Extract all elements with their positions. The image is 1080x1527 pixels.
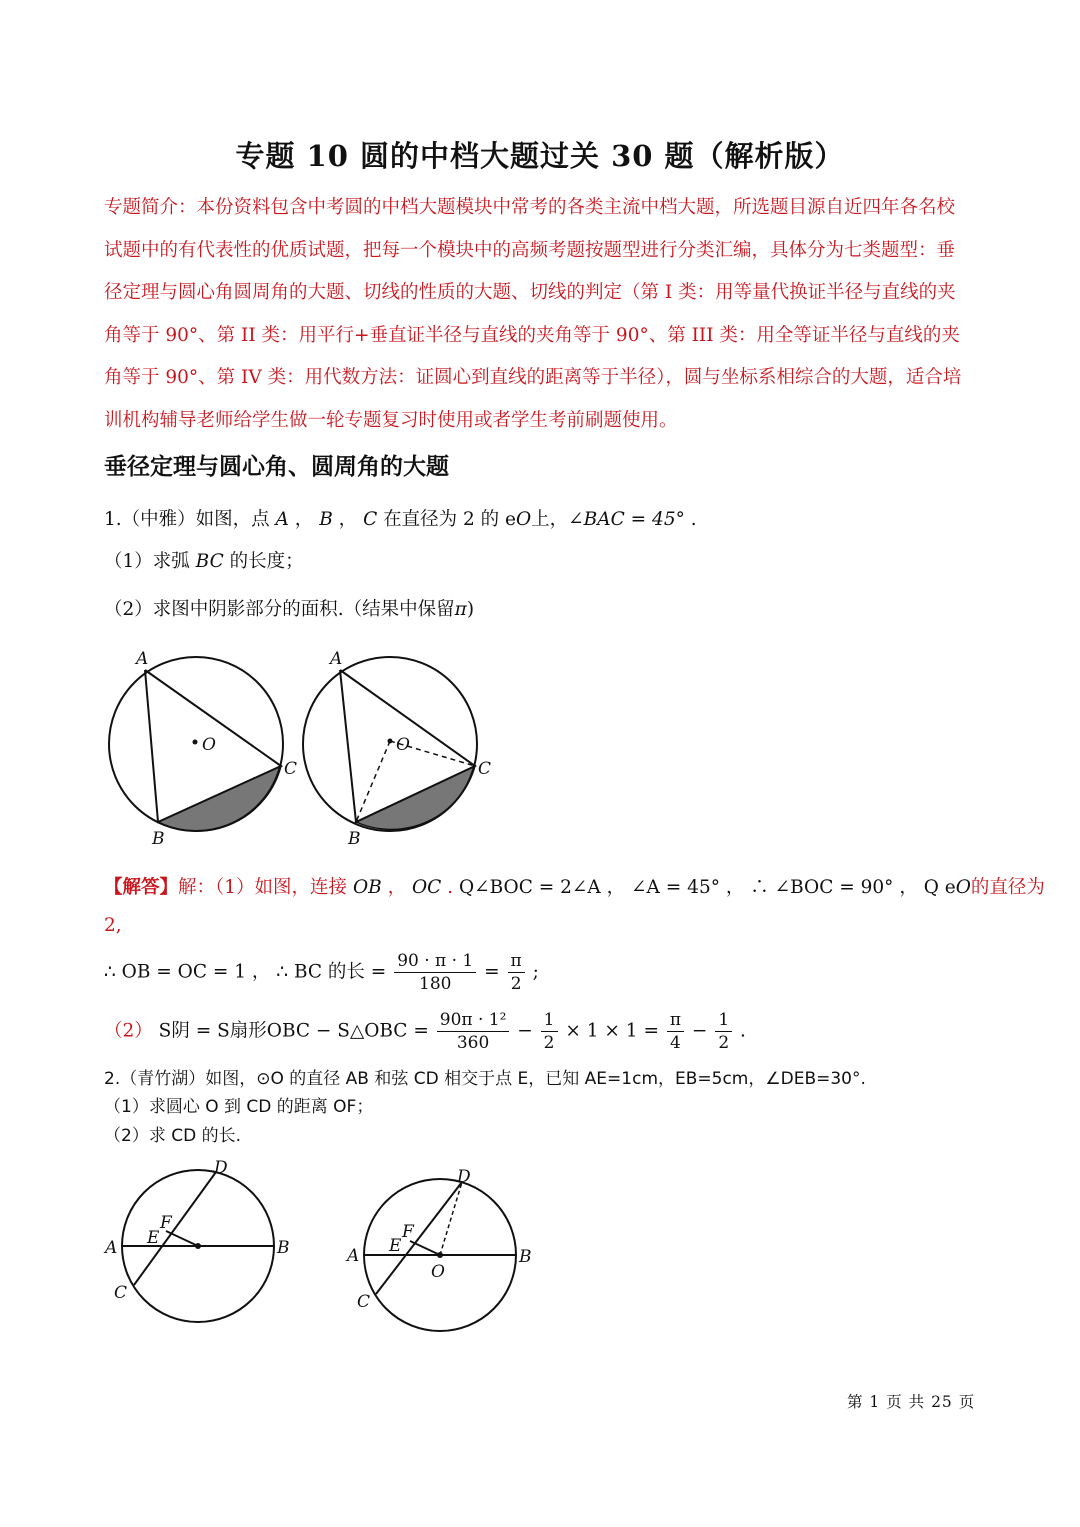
- a1-oc: OC: [411, 877, 442, 898]
- q2-part2: （2）求 CD 的长.: [104, 1126, 241, 1146]
- a1-frac-arc-num: 90 · π · 1: [394, 950, 476, 973]
- a1-ob: OB: [352, 877, 382, 898]
- a1-frac-pi4: [667, 1009, 684, 1054]
- q1-figure: [100, 642, 500, 857]
- a1-line4: （2） S阴 = S扇形OBC − S△OBC = $\frac{\text{90π · 1²}}{360}$ − $\frac{1}{2}$ × 1 × 1 = $\frac{\pi}{4}$ − $\frac{1}{2}$ .: [104, 1010, 746, 1053]
- intro-paragraph: [104, 187, 980, 442]
- q1-point-a: A: [275, 509, 289, 530]
- q2-label-e-right: E: [389, 1236, 402, 1256]
- q1-label-o-left: O: [202, 735, 216, 755]
- q2-center-left: [195, 1243, 201, 1249]
- a1-frac-half-num: 1: [541, 1009, 558, 1032]
- q2-label-b-right: B: [519, 1247, 532, 1267]
- a1-q-boc: Q∠BOC = 2∠A: [458, 877, 601, 898]
- intro-line: 训机构辅导老师给学生做一轮专题复习时使用或者学生考前刷题使用。: [104, 409, 678, 431]
- intro-line: 角等于 90°、第 IV 类：用代数方法：证圆心到直线的距离等于半径），圆与坐标系相综合的大题，适合培: [104, 367, 962, 388]
- q1-center-left: [193, 740, 198, 745]
- q1-part1-text: （1）求弧: [104, 551, 190, 572]
- q1-stem-mid: 在直径为 2 的 e: [383, 509, 516, 530]
- q1-shaded-segment-right: [356, 766, 475, 829]
- q1-part2-text: （2）求图中阴影部分的面积.（结果中保留: [104, 599, 455, 620]
- q1-center-right: [388, 739, 393, 744]
- q2-label-a-left: A: [105, 1238, 118, 1258]
- a1-line1: 【解答】解：（1）如图，连接 OB ， OC . Q∠BOC = 2∠A ， ∠A = 45° ， ∴ ∠BOC = 90° ， Q eO的直径为: [104, 877, 1045, 898]
- a1-circle-o: O: [955, 877, 971, 898]
- q1-label-c-left: C: [284, 759, 298, 779]
- q1-stem-text: 1.（中雅）如图，点: [104, 509, 270, 530]
- a1-frac-pi2-num: π: [508, 950, 525, 973]
- q2-label-f-right: F: [402, 1222, 414, 1242]
- q1-stem-on: 上，: [531, 509, 569, 530]
- q1-part2-pi: π: [454, 599, 467, 620]
- page-title: 专题 10 圆的中档大题过关 30 题（解析版）: [235, 139, 845, 173]
- a1-frac-half2-num: 1: [715, 1009, 732, 1032]
- q1-part1-end: 的长度；: [229, 551, 304, 572]
- intro-line: 专题简介：本份资料包含中考圆的中档大题模块中常考的各类主流中档大题，所选题目源自近四年各名校: [104, 197, 956, 218]
- q2-label-b-left: B: [277, 1238, 290, 1258]
- a1-frac-half2-den: 2: [718, 1033, 730, 1053]
- q2-label-a-right: A: [347, 1246, 360, 1266]
- q1-part2: [104, 595, 474, 621]
- a1-frac-half2: [715, 1009, 732, 1054]
- intro-line: 角等于 90°、第 II 类：用平行+垂直证半径与直线的夹角等于 90°、第 III 类：用全等证半径与直线的夹: [104, 324, 960, 346]
- q2-part1: （1）求圆心 O 到 CD 的距离 OF；: [104, 1097, 374, 1117]
- q2-radius-od: [440, 1182, 462, 1255]
- intro-line: 试题中的有代表性的优质试题，把每一个模块中的高频考题按题型进行分类汇编，具体分为七类题型：垂: [104, 239, 956, 261]
- q2-stem: 2.（青竹湖）如图，⊙O 的直径 AB 和弦 CD 相交于点 E，已知 AE=1cm，EB=5cm，∠DEB=30°.: [104, 1069, 866, 1089]
- q2-perp-right: [410, 1241, 440, 1255]
- a1-frac-sector-num: 90π · 1²: [437, 1009, 510, 1032]
- a1-l3-arc: ∴ BC 的长 =: [276, 961, 387, 983]
- a1-frac-pi2: [508, 950, 525, 995]
- q2-label-d-left: D: [214, 1158, 228, 1178]
- q1-label-a-left: A: [136, 649, 149, 669]
- q2-center-right: [437, 1252, 443, 1258]
- a1-therefore: ∴ ∠BOC = 90°: [750, 877, 894, 898]
- q2-label-c-left: C: [114, 1283, 128, 1303]
- q1-label-a-right: A: [330, 649, 343, 669]
- q1-circle-o: O: [515, 509, 532, 530]
- a1-times: × 1 × 1 =: [565, 1020, 659, 1042]
- q2-label-e-left: E: [147, 1228, 160, 1248]
- q1-angle: ∠BAC = 45°: [568, 509, 685, 530]
- q1-label-b-left: B: [152, 829, 165, 849]
- a1-frac-arc-den: 180: [419, 974, 452, 994]
- a1-frac-arc: [394, 950, 476, 995]
- a1-frac-half-den: 2: [543, 1033, 555, 1053]
- a1-frac-half: [541, 1009, 558, 1054]
- q1-point-b: B: [319, 509, 333, 530]
- q2-label-o-right: O: [431, 1262, 445, 1282]
- a1-qe: Q e: [923, 877, 956, 898]
- intro-line: 径定理与圆心角圆周角的大题、切线的性质的大题、切线的判定（第 I 类：用等量代换证半径与直线的夹: [104, 282, 956, 303]
- a1-frac-pi4-num: π: [667, 1009, 684, 1032]
- a1-tag: 【解答】: [104, 877, 179, 898]
- q2-figure: [100, 1155, 540, 1345]
- a1-line2: 2,: [104, 915, 122, 936]
- a1-s-shadow: S阴 = S扇形OBC − S△OBC =: [158, 1020, 429, 1042]
- q2-label-f-left: F: [160, 1213, 172, 1233]
- a1-l3-prefix: ∴ OB = OC = 1: [104, 961, 247, 983]
- q1-label-c-right: C: [478, 759, 492, 779]
- q1-label-b-right: B: [348, 829, 361, 849]
- q2-perp-left: [166, 1231, 198, 1246]
- q2-label-c-right: C: [357, 1292, 371, 1312]
- a1-a45: ∠A = 45°: [631, 877, 720, 898]
- a1-line1-text: 解：（1）如图，连接: [178, 877, 348, 898]
- a1-diam: 的直径为: [970, 877, 1045, 898]
- a1-frac-sector-den: 360: [456, 1033, 490, 1053]
- q1-label-o-right: O: [396, 735, 410, 755]
- a1-l4-prefix: （2）: [104, 1020, 153, 1042]
- q1-part1-bc: BC: [195, 551, 224, 572]
- a1-frac-sector: [437, 1009, 510, 1054]
- page-footer: 第 1 页 共 25 页: [847, 1393, 976, 1411]
- section-heading: 垂径定理与圆心角、圆周角的大题: [104, 453, 449, 480]
- q2-label-d-right: D: [457, 1167, 471, 1187]
- q1-part1: [104, 547, 304, 573]
- a1-frac-pi2-den: 2: [510, 974, 522, 994]
- a1-frac-pi4-den: 4: [670, 1033, 681, 1053]
- q1-point-c: C: [363, 509, 378, 530]
- q1-part2-end: ): [466, 599, 475, 620]
- a1-line3: ∴ OB = OC = 1 ， ∴ BC 的长 = $\frac{90 \cdot \pi \cdot 1}{180}$ = $\frac{\pi}{2}$ ;: [104, 951, 539, 994]
- q1-stem: 1.（中雅）如图，点 A ， B ， C 在直径为 2 的 eO上，∠BAC = 45° .: [104, 509, 697, 530]
